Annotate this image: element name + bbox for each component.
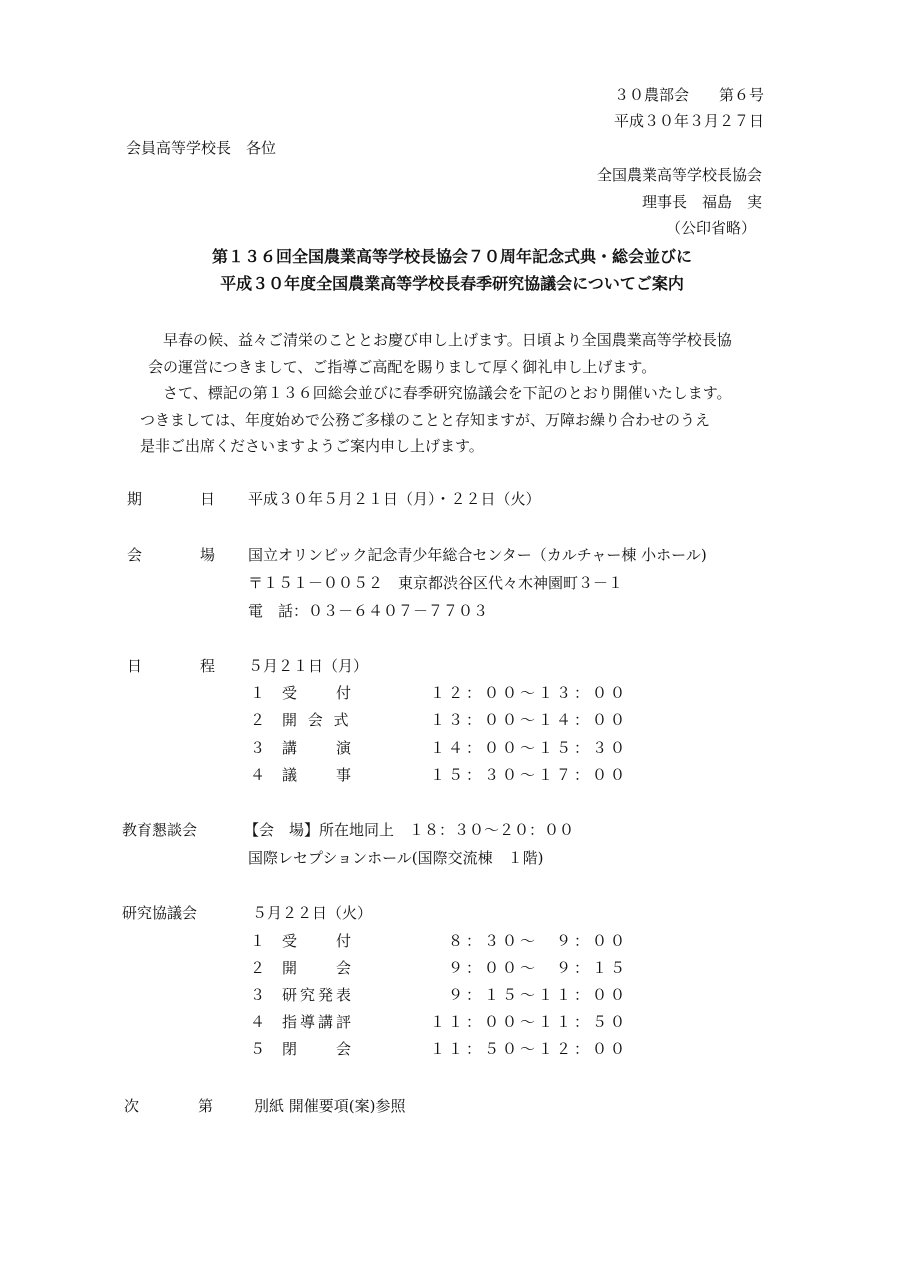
research-item-name: 指導講評 — [282, 1013, 355, 1031]
research-item-time: １１：００～１１：５０ — [430, 1013, 629, 1031]
agenda-reference: 別紙 開催要項(案)参照 — [254, 1097, 406, 1115]
schedule-item-time: １３：００～１４：００ — [430, 711, 629, 729]
schedule-item-number: ３ — [250, 739, 266, 757]
research-label: 研究協議会 — [122, 904, 198, 922]
date-label-b: 日 — [200, 490, 216, 508]
event-date: 平成３０年５月２１日（月）・２２日（火） — [248, 490, 541, 508]
sender-name: 理事長 福島 実 — [641, 193, 762, 211]
research-item-name: 受 付 — [282, 932, 355, 950]
schedule-item-time: １５：３０～１７：００ — [430, 766, 629, 784]
venue-phone: 電 話：０３－６４０７－７７０３ — [248, 602, 489, 620]
schedule-item-number: ４ — [250, 766, 266, 784]
date-label-a: 期 — [127, 490, 143, 508]
research-item-name: 開 会 — [282, 959, 355, 977]
agenda-label-a: 次 — [124, 1097, 140, 1115]
research-item-time: １１：５０～１２：００ — [430, 1040, 629, 1058]
research-item-time: ９：１５～１１：００ — [430, 986, 629, 1004]
schedule-item-time: １２：００～１３：００ — [430, 684, 629, 702]
research-item-name: 閉 会 — [282, 1040, 355, 1058]
schedule-item-time: １４：００～１５：３０ — [430, 739, 629, 757]
body-paragraph — [140, 327, 788, 460]
schedule-day: ５月２１日（月） — [248, 657, 369, 675]
document-number: ３０農部会 第６号 — [613, 86, 764, 104]
research-item-time: ９：００～ ９：１５ — [430, 959, 629, 977]
reception-venue-time: 【会 場】所在地同上 １８：３０～２０：００ — [244, 821, 575, 839]
schedule-item-name: 議 事 — [282, 766, 355, 784]
body-line-5: 是非ご出席くださいますようご案内申し上げます。 — [140, 437, 484, 455]
schedule-item-number: １ — [250, 684, 266, 702]
venue-name: 国立オリンピック記念青少年総合センター（カルチャー棟 小ホール) — [248, 546, 707, 564]
research-item-number: ２ — [250, 959, 266, 977]
schedule-label-b: 程 — [200, 657, 216, 675]
schedule-label-a: 日 — [127, 657, 143, 675]
body-line-4: つきましては、年度始めで公務ご多様のことと存知ますが、万障お繰り合わせのうえ — [140, 410, 711, 429]
addressee: 会員高等学校長 各位 — [126, 139, 277, 157]
research-day: ５月２２日（火） — [252, 904, 373, 922]
schedule-item-number: ２ — [250, 711, 266, 729]
body-line-3: さて、標記の第１３６回総会並びに春季研究協議会を下記のとおり開催いたします。 — [148, 384, 732, 402]
body-line-2: 会の運営につきまして、ご指導ご高配を賜りまして厚く御礼申し上げます。 — [148, 357, 657, 376]
research-item-number: ３ — [250, 986, 266, 1004]
venue-address: 〒１５１－００５２ 東京都渋谷区代々木神園町３－１ — [248, 574, 624, 592]
research-item-name: 研究発表 — [282, 986, 355, 1004]
document-title-line-2: 平成３０年度全国農業高等学校長春季研究協議会についてご案内 — [220, 274, 684, 293]
reception-label: 教育懇談会 — [122, 821, 198, 839]
research-item-number: １ — [250, 932, 266, 950]
research-item-number: ５ — [250, 1040, 266, 1058]
sender-organization: 全国農業高等学校長協会 — [596, 166, 762, 184]
schedule-item-name: 開 会 式 — [282, 711, 352, 729]
agenda-label-b: 第 — [198, 1097, 214, 1115]
venue-label-a: 会 — [127, 546, 143, 564]
document-title-line-1: 第１３６回全国農業高等学校長協会７０周年記念式典・総会並びに — [211, 247, 692, 266]
seal-note: （公印省略） — [665, 219, 756, 237]
body-line-1: 早春の候、益々ご清栄のこととお慶び申し上げます。日頃より全国農業高等学校長協 — [148, 331, 732, 349]
research-item-time: ８：３０～ ９：００ — [430, 932, 629, 950]
document-date: 平成３０年３月２７日 — [613, 112, 764, 130]
reception-hall: 国際レセプションホール(国際交流棟 １階) — [248, 849, 544, 867]
research-item-number: ４ — [250, 1013, 266, 1031]
schedule-item-name: 受 付 — [282, 684, 355, 702]
schedule-item-name: 講 演 — [282, 739, 355, 757]
venue-label-b: 場 — [200, 546, 216, 564]
